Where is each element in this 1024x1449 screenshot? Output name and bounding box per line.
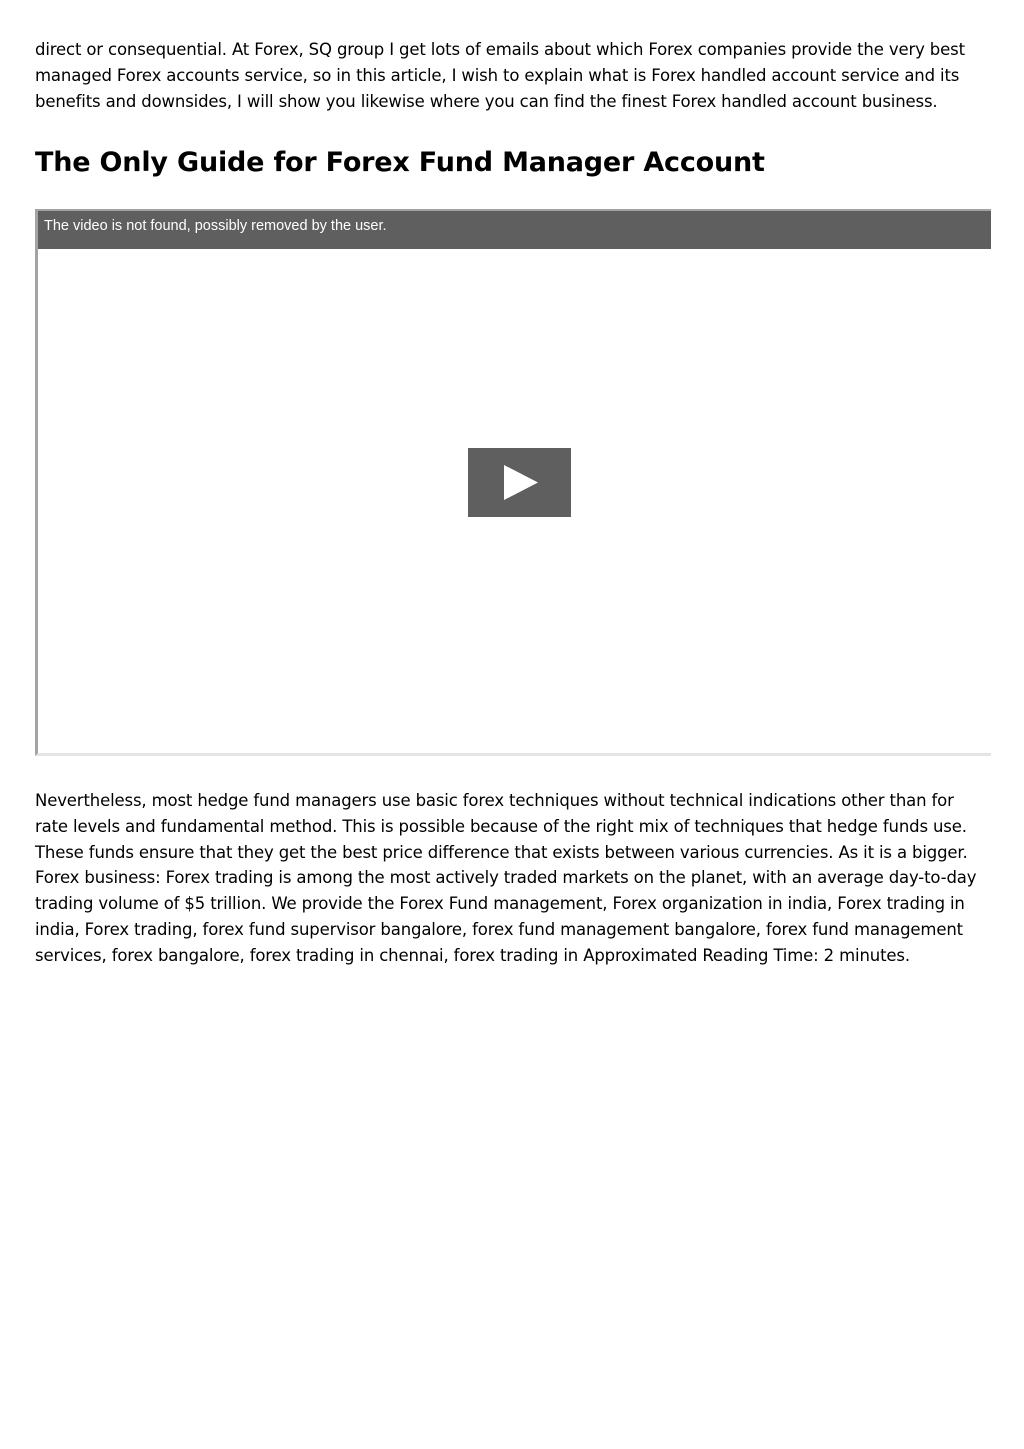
video-error-message: The video is not found, possibly removed by the user.: [44, 218, 387, 234]
body-paragraph: Nevertheless, most hedge fund managers use basic forex techniques without technical indications other than for rate levels and fundamental method. This is possible because of the right mix of techniques that hedge funds use. These funds ensure that they get the best price difference that exists between various currencies. As it is a bigger. Forex business: Forex trading is among the most actively traded markets on the planet, with an average day-to-day trading volume of $5 trillion. We provide the Forex Fund management, Forex organization in india, Forex trading in india, Forex trading, forex fund supervisor bangalore, forex fund management bangalore, forex fund management services, forex bangalore, forex trading in chennai, forex trading in Approximated Reading Time: 2 minutes.: [35, 791, 977, 965]
section-heading: The Only Guide for Forex Fund Manager Account: [35, 147, 765, 178]
video-error-bar: [38, 211, 991, 249]
play-icon: [468, 448, 571, 517]
intro-paragraph: direct or consequential. At Forex, SQ group I get lots of emails about which Forex companies provide the very best managed Forex accounts service, so in this article, I wish to explain what is Forex handled account service and its benefits and downsides, I will show you likewise where you can find the finest Forex handled account business.: [35, 40, 965, 111]
play-button[interactable]: [468, 448, 571, 517]
video-embed[interactable]: [35, 209, 991, 756]
